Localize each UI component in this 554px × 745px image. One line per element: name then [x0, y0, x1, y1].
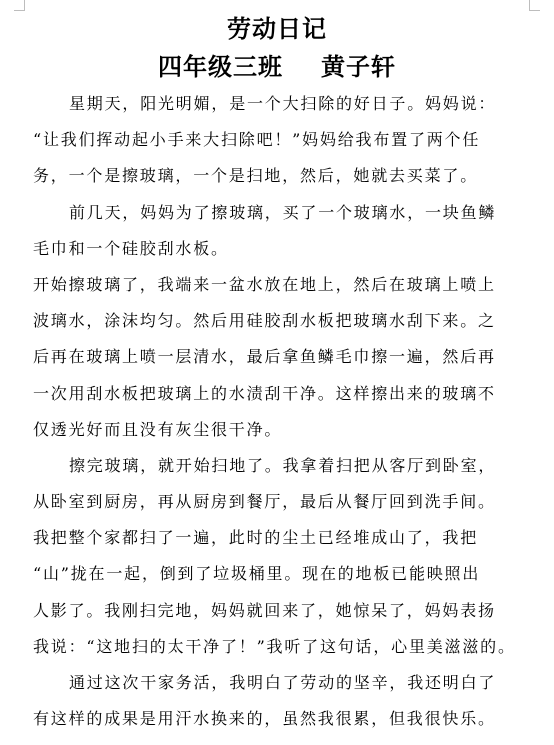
document-title: 劳动日记 [227, 15, 327, 43]
text-line: 波璃水，涂沫均匀。然后用硅胶刮水板把玻璃水刮下来。之 [33, 311, 496, 331]
page-corner-mark-left [14, 0, 25, 11]
text-line: 务，一个是擦玻璃，一个是扫地，然后，她就去买菜了。 [33, 166, 479, 186]
text-line: 我说：“这地扫的太干净了！”我听了这句话，心里美滋滋的。 [33, 636, 516, 656]
author-name: 黄子轩 [321, 53, 396, 81]
text-line: 擦完玻璃，就开始扫地了。我拿着扫把从客厅到卧室， [69, 455, 497, 475]
text-line: 有这样的成果是用汗水换来的，虽然我很累，但我很快乐。 [33, 709, 496, 729]
text-line: “让我们挥动起小手来大扫除吧！”妈妈给我布置了两个任 [33, 130, 481, 150]
text-line: “山”拢在一起，倒到了垃圾桶里。现在的地板已能映照出 [33, 564, 481, 584]
text-line: 毛巾和一个硅胶刮水板。 [33, 238, 229, 258]
document-subtitle [0, 52, 554, 82]
text-line: 开始擦玻璃了，我端来一盆水放在地上，然后在玻璃上喷上 [33, 274, 496, 294]
text-line: 仅透光好而且没有灰尘很干净。 [33, 419, 283, 439]
text-line: 人影了。我刚扫完地，妈妈就回来了，她惊呆了，妈妈表扬 [33, 600, 496, 620]
text-line: 前几天，妈妈为了擦玻璃，买了一个玻璃水，一块鱼鳞 [69, 202, 497, 222]
text-line: 从卧室到厨房，再从厨房到餐厅，最后从餐厅回到洗手间。 [33, 492, 496, 512]
text-line: 星期天，阳光明媚，是一个大扫除的好日子。妈妈说： [69, 94, 497, 113]
page-corner-mark-right [529, 0, 540, 11]
diary-body [33, 86, 517, 737]
text-line: 我把整个家都扫了一遍，此时的尘土已经堆成山了，我把 [33, 528, 479, 548]
text-line: 一次用刮水板把玻璃上的水渍刮干净。这样擦出来的玻璃不 [33, 383, 496, 403]
class-name: 四年级三班 [158, 53, 283, 81]
text-line: 后再在玻璃上喷一层清水，最后拿鱼鳞毛巾擦一遍，然后再 [33, 347, 496, 367]
text-line: 通过这次干家务活，我明白了劳动的坚辛，我还明白了 [69, 673, 497, 692]
